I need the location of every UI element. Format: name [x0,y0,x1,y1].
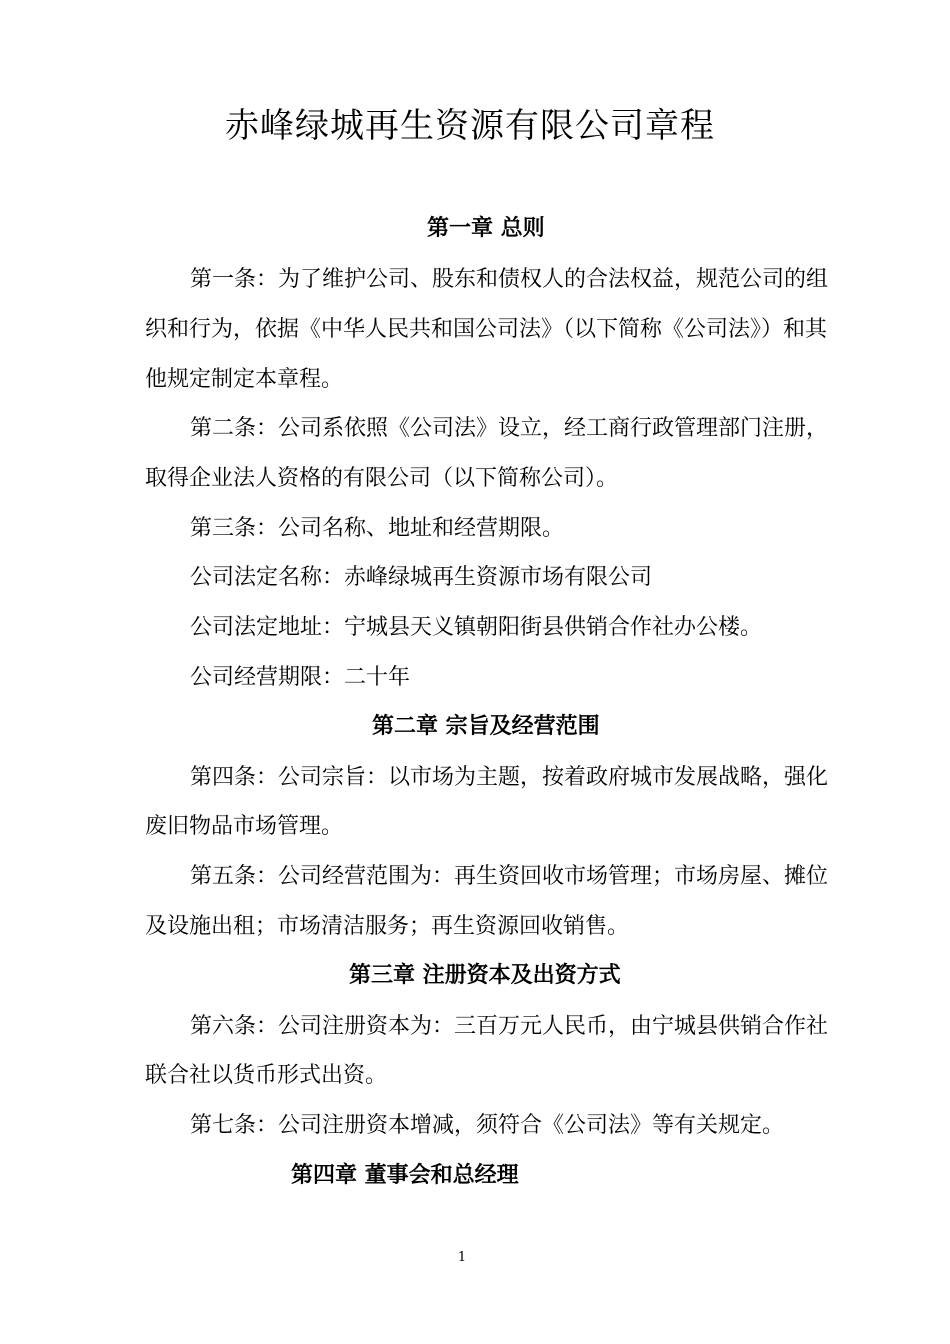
page-number: 1 [457,1250,467,1265]
chapter-2-heading: 第二章 宗旨及经营范围 [372,714,600,739]
article-6-line-2: 联合社以货币形式出资。 [145,1063,388,1088]
article-4-line-1: 第四条：公司宗旨：以市场为主题，按着政府城市发展战略，强化 [190,765,829,790]
document-title: 赤峰绿城再生资源有限公司章程 [225,106,715,146]
article-6-line-1: 第六条：公司注册资本为：三百万元人民币，由宁城县供销合作社 [190,1014,829,1039]
article-2-line-2: 取得企业法人资格的有限公司（以下简称公司）。 [145,466,619,491]
chapter-1-heading: 第一章 总则 [427,216,545,241]
article-7-line-1: 第七条：公司注册资本增减，须符合《公司法》等有关规定。 [190,1113,785,1138]
article-4-line-2: 废旧物品市场管理。 [145,814,344,839]
article-1-line-2: 织和行为，依据《中华人民共和国公司法》（以下简称《公司法》）和其 [145,317,828,342]
article-5-line-1: 第五条：公司经营范围为：再生资回收市场管理；市场房屋、摊位 [190,864,829,889]
company-legal-address: 公司法定地址：宁城县天义镇朝阳街县供销合作社办公楼。 [190,615,763,640]
article-3-line-1: 第三条：公司名称、地址和经营期限。 [190,516,565,541]
chapter-3-heading: 第三章 注册资本及出资方式 [349,963,621,988]
company-operating-term: 公司经营期限：二十年 [190,665,411,690]
company-legal-name: 公司法定名称：赤峰绿城再生资源市场有限公司 [190,565,653,590]
article-1-line-1: 第一条：为了维护公司、股东和债权人的合法权益，规范公司的组 [190,267,829,292]
article-2-line-1: 第二条：公司系依照《公司法》设立，经工商行政管理部门注册， [190,416,829,441]
article-5-line-2: 及设施出租；市场清洁服务；再生资源回收销售。 [145,914,630,939]
article-1-line-3: 他规定制定本章程。 [145,367,344,392]
chapter-4-heading: 第四章 董事会和总经理 [291,1163,519,1188]
